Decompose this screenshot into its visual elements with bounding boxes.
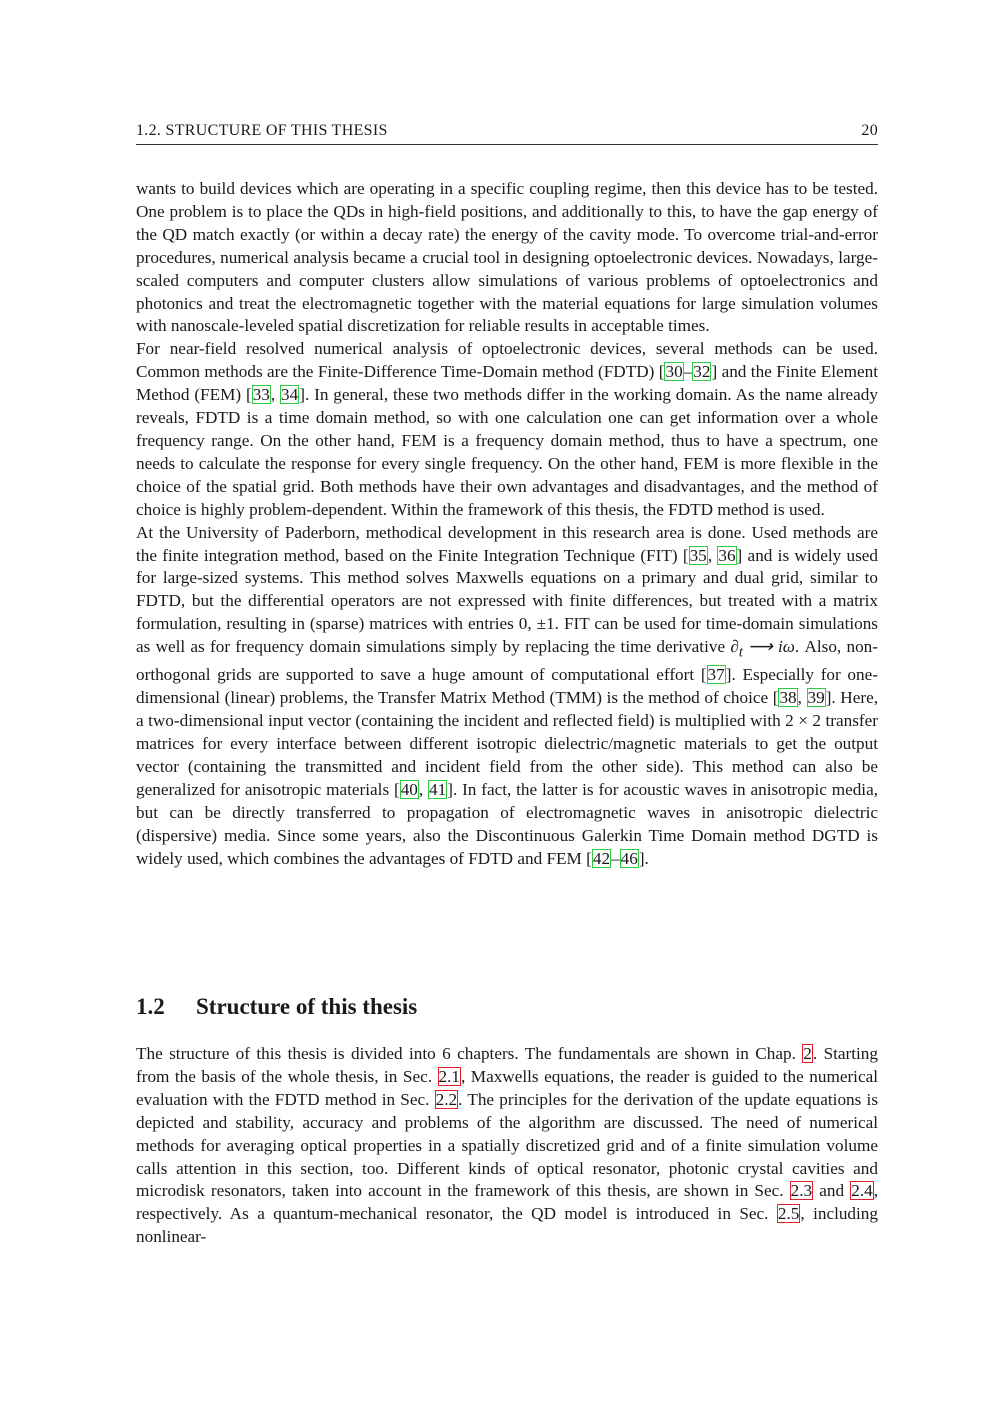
header-page-number: 20: [861, 122, 878, 139]
paragraph-paderborn-methods: At the University of Paderborn, methodical development in this research area is done. Used methods are the finite integration method, based on the Finite Integration Technique (FIT) [35, 36] and is widely used for large-sized systems. This method solves Maxwells equations on a primary and dual grid, similar to FDTD, but the differential operators are not expressed with finite differences, but treated with a matrix formulation, resulting in (sparse) matrices with entries 0, ±1. FIT can be used for time-domain simulations as well as for frequency domain simulations simply by replacing the time derivative $\partial_t$ ⟶ iω. Also, non-orthogonal grids are supported to save a huge amount of computational effort [37]. Especially for one-dimensional (linear) problems, the Transfer Matrix Method (TMM) is the method of choice [38, 39]. Here, a two-dimensional input vector (containing the incident and reflected field) is multiplied with 2 × 2 transfer matrices for every interface between different isotropic dielectric/magnetic materials to get the output vector (containing the transmitted and incident field from the other side). This method can also be generalized for anisotropic materials [40, 41]. In fact, the latter is for acoustic waves in anisotropic media, but can be directly transferred to propagation of electromagnetic waves in anisotropic dielectric (dispersive) media. Since some years, also the Discontinuous Galerkin Time Domain method DGTD is widely used, which combines the advantages of FDTD and FEM [42–46].: [136, 522, 879, 868]
math-arrow: ⟶ iω: [742, 637, 795, 657]
citation-link[interactable]: 37: [707, 665, 725, 685]
running-header: [136, 120, 878, 145]
paragraph-numerical-methods: For near-field resolved numerical analysis of optoelectronic devices, several methods can be used. Common methods are the Finite-Difference Time-Domain method (FDTD) [30–32] and the Finite Element Method (FEM) [33, 34]. In general, these two methods differ in the working domain. As the name already reveals, FDTD is a time domain method, so with one calculation one can get information over a whole frequency range. On the other hand, FEM is a frequency domain method, thus to have a spectrum, one needs to calculate the response for every single frequency. On the other hand, FEM is more flexible in the choice of the spatial grid. Both methods have their own advantages and disadvantages, and the method of choice is highly problem-dependent. Within the framework of this thesis, the FDTD method is used.: [136, 339, 878, 519]
citation-link[interactable]: 36: [718, 545, 736, 565]
paragraph-thesis-structure: The structure of this thesis is divided into 6 chapters. The fundamentals are shown in Chap. 2. Starting from the basis of the whole thesis, in Sec. 2.1, Maxwells equations, the reader is guided to the numerical evaluation with the FDTD method in Sec. 2.2. The principles for the derivation of the update equations is depicted and stability, accuracy and problems of the algorithm are discussed. The need of numerical methods for averaging optical properties in a spatially discretized grid and of a finite simulation volume calls attention in this section, too. Different kinds of optical resonator, photonic crystal cavities and microdisk resonators, taken into account in the framework of this thesis, are shown in Sec. 2.3 and 2.4, respectively. As a quantum-mechanical resonator, the QD model is introduced in Sec. 2.5, including nonlinear-: [136, 1044, 879, 1247]
math-subscript: t: [738, 644, 743, 661]
section-title: Structure of this thesis: [196, 994, 418, 1019]
citation-link[interactable]: 46: [620, 848, 638, 868]
citation-link[interactable]: 32: [693, 362, 711, 382]
citation-link[interactable]: 34: [281, 385, 299, 405]
cross-reference-link[interactable]: 2.5: [777, 1204, 800, 1224]
cross-reference-link[interactable]: 2: [803, 1044, 812, 1063]
paragraph-coupling-regime: wants to build devices which are operating in a specific coupling regime, then this device has to be tested. One problem is to place the QDs in high-field positions, and additionally to this, to have the gap energy of the QD match exactly (or within a decay rate) the energy of the cavity mode. To overcome trial-and-error procedures, numerical analysis became a crucial tool in designing optoelectronic devices. Nowadays, large-scaled computers and computer clusters allow simulations of various problems of optoelectronics and photonics and treat the electromagnetic together with the material equations for large simulation volumes with nanoscale-leveled spatial discretization for reliable results in acceptable times.: [136, 179, 878, 336]
cross-reference-link[interactable]: 2.4: [851, 1181, 873, 1201]
body-text: [136, 178, 878, 871]
citation-link[interactable]: 41: [429, 780, 447, 799]
citation-link[interactable]: 39: [807, 688, 825, 708]
cross-reference-link[interactable]: 2.1: [438, 1066, 460, 1086]
citation-link[interactable]: 42: [592, 848, 611, 868]
section-number: 1.2: [136, 994, 165, 1019]
citation-link[interactable]: 30: [665, 362, 683, 382]
header-chapter-title: 1.2. STRUCTURE OF THIS THESIS: [136, 122, 388, 139]
citation-link[interactable]: 33: [252, 385, 270, 405]
section-body-text: [136, 1043, 878, 1249]
section-heading: [136, 992, 878, 1022]
citation-link[interactable]: 40: [400, 780, 418, 799]
cross-reference-link[interactable]: 2.2: [435, 1089, 458, 1109]
citation-link[interactable]: 35: [689, 545, 707, 565]
math-partial: ∂: [730, 637, 739, 657]
cross-reference-link[interactable]: 2.3: [790, 1181, 813, 1201]
citation-link[interactable]: 38: [779, 688, 797, 708]
